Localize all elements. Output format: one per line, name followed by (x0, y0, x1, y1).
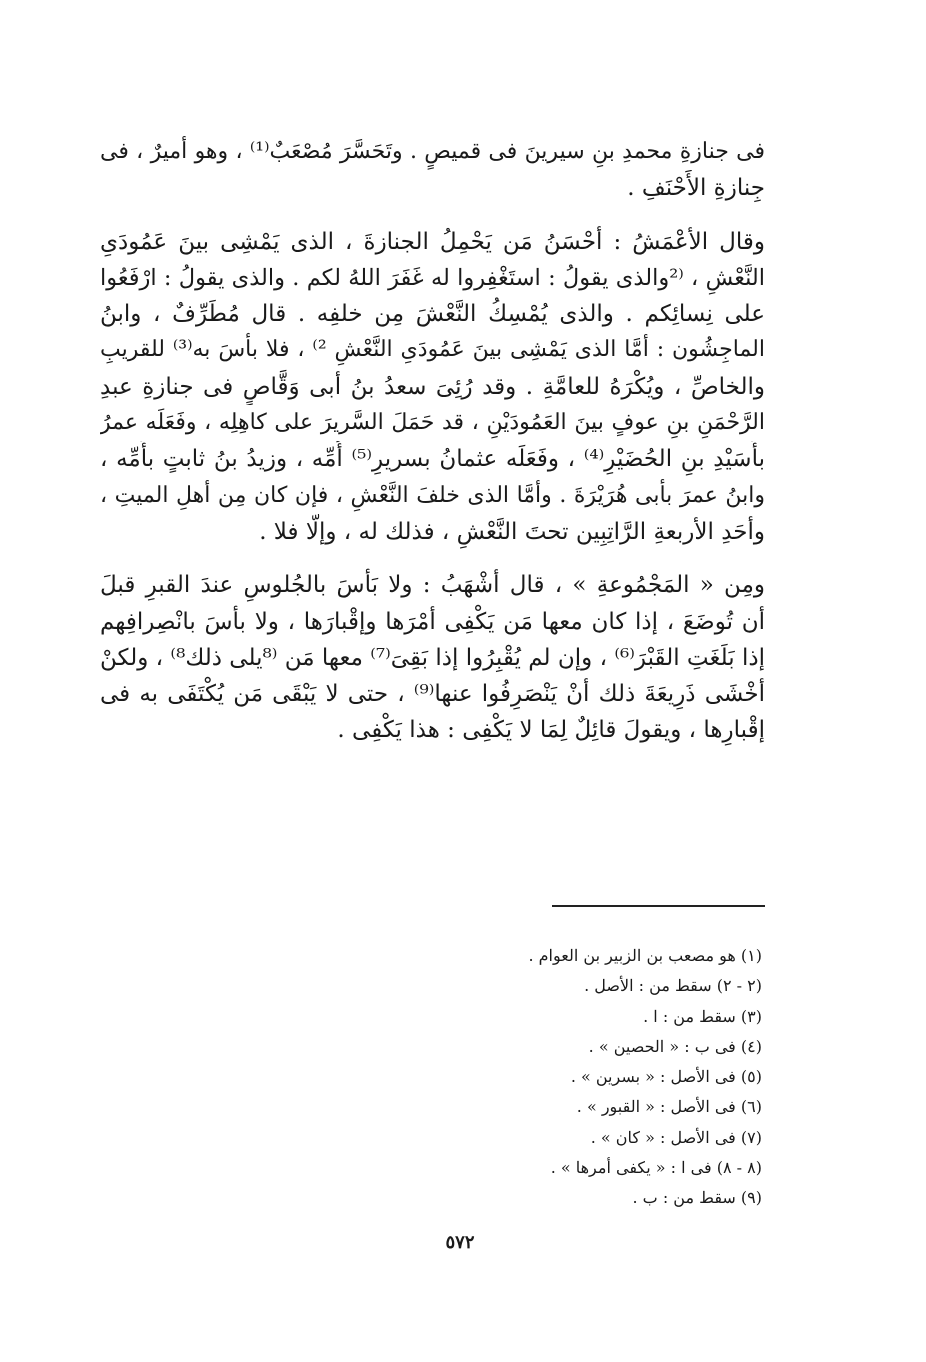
text-line: وأحَدِ الأربعةِ الرَّاتِبِين تحتَ النَّعْشِ ، فذلك له ، وإلَّا فلا . (259, 518, 765, 545)
footnote: (٧) فى الأصل : « كان » . (590, 1127, 762, 1147)
footnotes (432, 941, 762, 1214)
text-line: إذا بَلَغَتِ القَبْرَ⁽⁶⁾ ، وإن لم يُقْبِرُوا إذا بَقِىَ⁽⁷⁾ معها مَن ⁽⁸يلى ذلك⁸⁾ ، ولكنْ (100, 644, 765, 671)
paragraph-3 (100, 567, 765, 748)
text-line: أخْشَى ذَرِيعَةَ ذلك أنْ يَنْصَرِفُوا عنها⁽⁹⁾ ، حتى لا يَبْقَى مَن يُكْتَفَى به فى (100, 681, 765, 708)
footnote: (٥) فى الأصل : « بسرين » . (570, 1067, 762, 1087)
text-line: الماجِشُون : أمَّا الذى يَمْشِى بينَ عَمُودَىِ النَّعْشِ ²⁾ ، فلا بأْسَ به⁽³⁾ للقريبِ (100, 337, 765, 363)
text-line: وابنُ عمرَ بأبى هُرَيْرَةَ . وأمَّا الذى خلفَ النَّعْشِ ، فإن كان مِن أهلِ الميتِ ، (100, 482, 765, 508)
footnote: (١) هو مصعب بن الزبير بن العوام . (528, 946, 762, 965)
footnote-divider (552, 905, 765, 907)
footnote: (٤) فى ب : « الحصين » . (588, 1036, 762, 1056)
text-line: الرَّحْمَنِ بنِ عوفٍ بينَ العَمُودَيْنِ ، قد حَمَلَ السَّريرَ على كاهِلِه ، وفَعَلَه عمرُ (100, 410, 765, 436)
footnote: (٦) فى الأصل : « القبور » . (576, 1097, 762, 1117)
page-number: ٥٧٢ (445, 1232, 475, 1253)
text-line: أن تُوضَعَ ، إذا كان معها مَن يَكْفِى أمْرَها وإقْبارَها ، ولا بأْسَ بانْصِرافِهم (100, 608, 765, 635)
footnote: (٨ - ٨) فى ا : « يكفى أمرها » . (550, 1158, 762, 1178)
text-line: بأُسَيْدِ بنِ الحُضَيْرِ⁽⁴⁾ ، وفَعَلَه عثمانُ بسريرِ⁽⁵⁾ أُمِّه ، وزيدُ بنُ ثابتٍ بأُمِّه ، (100, 446, 765, 473)
text-line: النَّعْشِ ، ⁽²والذى يقولُ : استَغْفِروا له غَفَرَ اللهُ لكم . والذى يقولُ : ارْفَعُوا (100, 264, 765, 291)
text-line: والخاصِّ ، ويُكْرَهُ للعامَّةِ . وقد رُئِىَ سعدُ بنُ أبى وَقَّاصٍ فى جنازةِ عبدِ (100, 373, 765, 400)
text-line: ومِن « المَجْمُوعةِ » ، قال أشْهَبُ : ولا بَأْسَ بالجُلوسِ عندَ القبرِ قبلَ (100, 572, 765, 599)
text-line: إقْبارِها ، ويقولَ قائِلٌ لِمَا لا يَكْفِى : هذا يَكْفِى . (337, 717, 765, 744)
text-line: على نِسائِكم . والذى يُمْسِكُ النَّعْشَ مِن خلفِه . قال مُطَرِّفٌ ، وابنُ (100, 301, 765, 328)
main-text (100, 134, 765, 749)
footnote: (٩) سقط من : ب . (632, 1188, 762, 1208)
text-line: وقال الأعْمَشُ : أحْسَنُ مَن يَحْمِلُ الجنازةَ ، الذى يَمْشِى بينَ عَمُودَىِ (100, 228, 765, 255)
text-line: جِنازةِ الأَحْنَفِ . (627, 175, 765, 202)
footnote: (٢ - ٢) سقط من : الأصل . (584, 976, 762, 996)
footnote: (٣) سقط من : ا . (643, 1006, 762, 1026)
paragraph-2 (100, 224, 765, 551)
paragraph-1 (100, 134, 765, 207)
text-line: فى جنازةِ محمدِ بنِ سيرينَ فى قميصٍ . وتَحَسَّرَ مُصْعَبٌ⁽¹⁾ ، وهو أميرٌ ، فى (100, 139, 765, 164)
